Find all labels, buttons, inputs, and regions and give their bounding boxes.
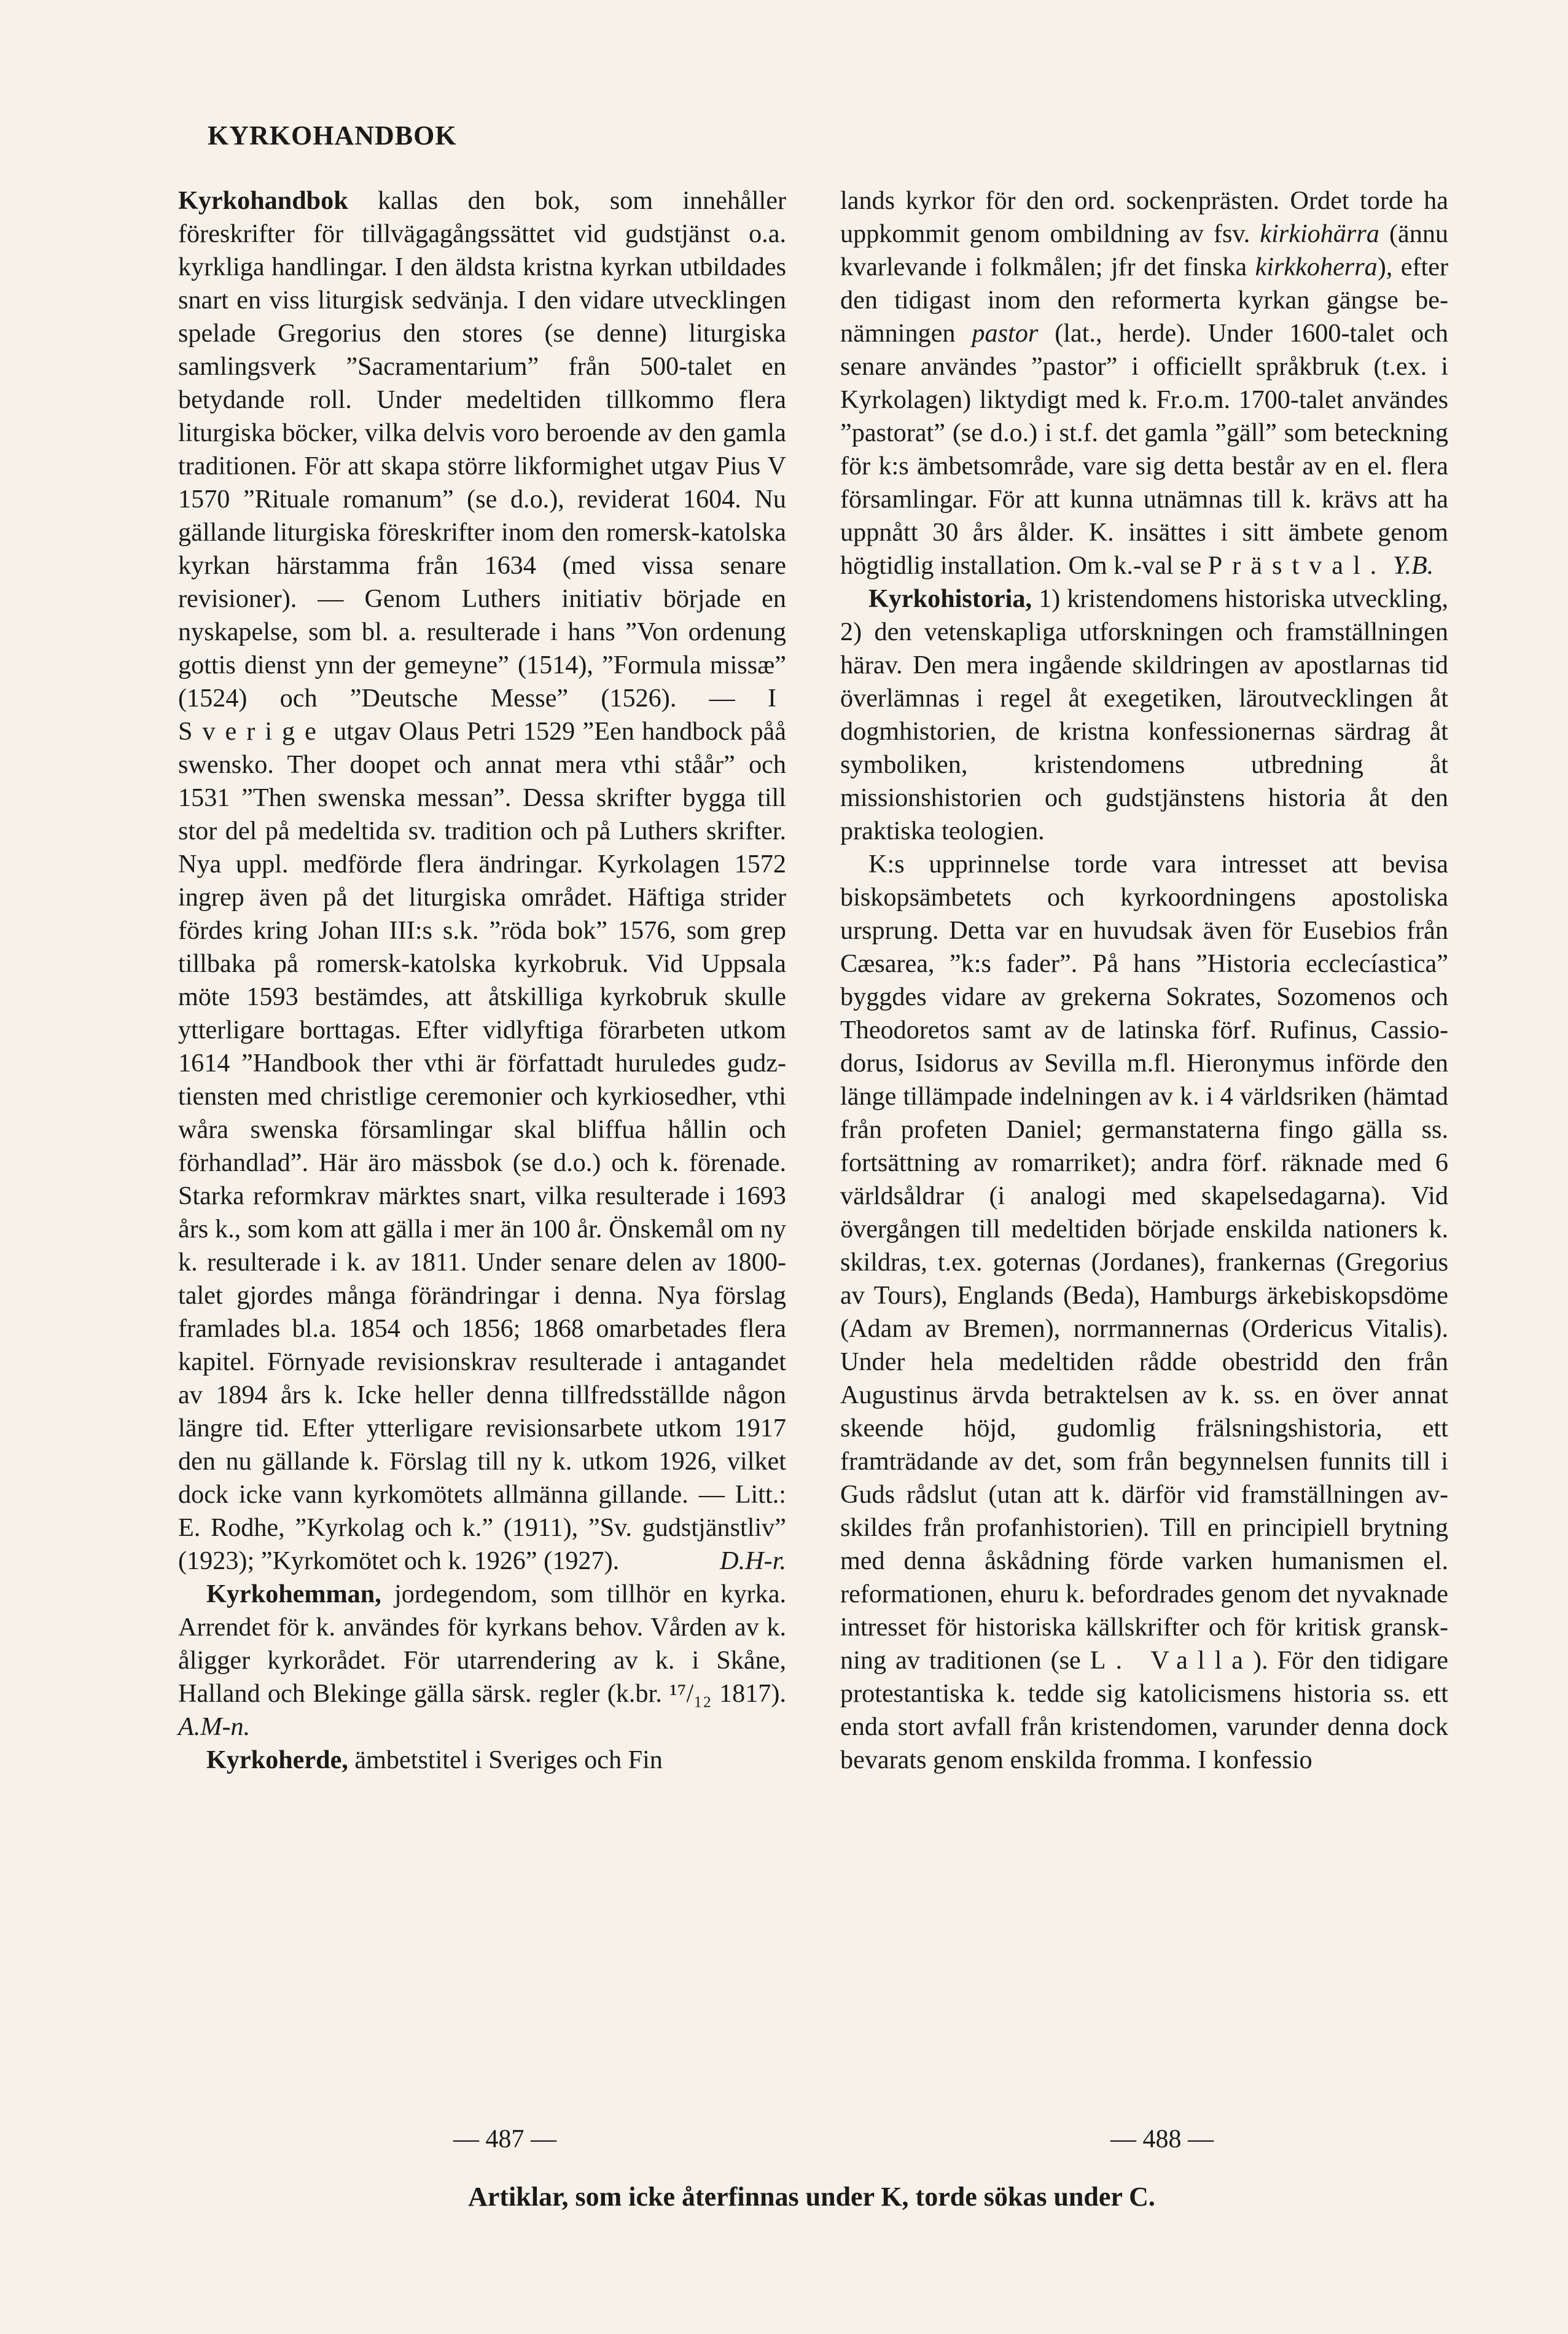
entry-term: Kyrkohemman, — [206, 1580, 381, 1608]
entry-text: (ännu kvarlevande i folkmålen; jfr det finska — [840, 219, 1449, 281]
page-number-right: — 488 — — [1110, 2125, 1214, 2153]
entry-kyrkoherde — [178, 1744, 786, 1777]
entry-kyrkohistoria — [840, 582, 1448, 848]
author-signature: Y.B. — [1392, 551, 1434, 580]
entry-term: Kyrkohistoria, — [868, 584, 1032, 613]
spaced-term: I Sverige — [178, 684, 786, 746]
entry-text: ), efter den tidigast inom den reformerta kyrkan gängse benämningen — [840, 253, 1448, 348]
right-column — [840, 184, 1448, 1777]
entry-kyrkoherde-continued — [840, 184, 1448, 582]
footer-note: Artiklar, som icke återfinnas under K, torde sökas under C. — [468, 2182, 1155, 2212]
spaced-term: Prästval. — [1207, 551, 1387, 580]
entry-term: Kyrkoherde, — [206, 1745, 348, 1774]
page-number-left: — 487 — — [453, 2125, 556, 2153]
entry-text: lands kyrkor för den ord. sockenprästen. Ordet torde ha uppkommit genom ombildning av fsv. — [840, 186, 1448, 248]
entry-text: utgav Olaus Petri 1529 ”Een handbock påå swensko. Ther doopet och annat mera vthi ståår” och 1531 ”Then swenska messan”. Dessa skrifter bygga till stor del på medeltida sv. tradition och på Luthers skrifter. Nya uppl. medförde flera ändringar. Kyrkolagen 1572 ingrep även på det liturgiska området. Häftiga strider fördes kring Johan III:s s.k. ”röda bok” 1576, som grep tillbaka på romersk-katolska kyrkobruk. Vid Uppsala möte 1593 bestämdes, att åtskilliga kyrkobruk skulle ytterligare borttagas. Efter vidlyftiga förarbeten utkom 1614 ”Handbook ther vthi är författadt huruledes gudztiensten med christlige ceremonier och kyrkiosedher, vthi wåra swenska församlingar skal bliffua hållin och förhandlad”. Här äro mässbok (se d.o.) och k. förenade. Starka reformkrav märktes snart, vilka resulterade i 1693 års k., som kom att gälla i mer än 100 år. Önskemål om ny k. resulterade i k. av 1811. Under senare delen av 1800-talet gjordes många förändringar i denna. Nya förslag framlades bl.a. 1854 och 1856; 1868 omarbetades flera kapitel. Förnyade revisionskrav resulterade i antagandet av 1894 års k. Icke heller denna tillfredsställde någon längre tid. Efter ytterligare revisionsarbete utkom 1917 den nu gällande k. Förslag till ny k. utkom 1926, vilket dock icke vann kyrkomötets allmänna gillande. — Litt.: E. Rodhe, ”Kyrkolag och k.” (1911), ”Sv. gudstjänstliv” (1923); ”Kyrkomötet och k. 1926” (1927). — [178, 717, 786, 1575]
running-header: KYRKOHANDBOK — [208, 120, 457, 151]
entry-term: Kyrkohandbok — [178, 186, 348, 215]
entry-text: kallas den bok, som innehåller föreskrifter för tillvägagångssättet vid gudstjänst o.a. kyrkliga handlingar. I den äldsta kristna kyrkan utbildades snart en viss liturgisk sedvänja. I den vidare utvecklingen spelade Gregorius den stores (se denne) liturgiska samlingsverk ”Sacramentarium” från 500-talet en betydande roll. Under medeltiden tillkommo flera liturgiska böcker, vilka delvis voro beroende av den gamla traditionen. För att skapa större likformighet utgav Pius V 1570 ”Rituale romanum” (se d.o.), reviderat 1604. Nu gällande liturgiska föreskrifter inom den romersk-katolska kyrkan härstamma från 1634 (med vissa senare revisioner). — Genom Luthers initiativ började en nyskapelse, som bl. a. resulterade i hans ”Von ordenung gottis dienst ynn der gemeyne” (1514), ”Formula missæ” (1524) och ”Deutsche Messe” (1526). — — [178, 186, 786, 713]
author-signature: D.H-r. — [720, 1546, 786, 1575]
entry-kyrkohistoria-para2 — [840, 848, 1448, 1777]
spaced-term: L. Valla — [1090, 1646, 1254, 1675]
author-signature: A.M-n. — [178, 1712, 251, 1741]
italic-term: kirkkoherra — [1255, 253, 1378, 281]
entry-text: ämbetstitel i Sveriges och Fin — [354, 1745, 663, 1774]
entry-text: K:s upprinnelse torde vara intresset att bevisa biskopsämbetets och kyrkoordningens apostoliska ursprung. Detta var en huvudsak även för Eusebios från Cæsarea, ”k:s fader”. På hans ”Historia ecclecíastica” byggdes vidare av grekerna Sokrates, Sozomenos och Theodoretos samt av de latinska förf. Rufinus, Cassiodorus, Isidorus av Sevilla m.fl. Hieronymus införde den länge tillämpade indelningen av k. i 4 världsriken (hämtad från profeten Daniel; germanstaterna fingo gälla ss. fortsättning av romarriket); andra förf. räknade med 6 världsåldrar (i analogi med skapelsedagarna). Vid övergången till medeltiden började enskilda nationers k. skildras, t.ex. goternas (Jordanes), frankernas (Gregorius av Tours), Englands (Beda), Hamburgs ärkebiskopsdöme (Adam av Bremen), norrmannernas (Ordericus Vitalis). Under hela medeltiden rådde obestridd den från Augustinus ärvda betraktelsen av k. ss. en över annat skeende höjd, gudomlig frälsningshistoria, ett framträdande av det, som från begynnelsen funnits till i Guds rådslut (utan att k. därför vid framställningen avskildes från profanhistorien). Till en principiell brytning med denna åskådning förde varken humanismen el. reformationen, ehuru k. befordrades genom det nyvaknade intresset för historiska källskrifter och för kritisk granskning av traditionen (se — [840, 850, 1448, 1675]
entry-text: (lat., herde). Under 1600-talet och senare användes ”pastor” i officiellt språkbruk (t.ex. i Kyrkolagen) liktydigt med k. Fr.o.m. 1700-talet användes ”pastorat” (se d.o.) i st.f. det gamla ”gäll” som beteckning för k:s ämbetsområde, vare sig detta består av en el. flera församlingar. För att kunna utnämnas till k. krävs att ha uppnått 30 års ålder. K. insättes i sitt ämbete genom högtidlig installation. Om k.-val se — [840, 319, 1448, 580]
entry-kyrkohemman — [178, 1578, 786, 1744]
entry-text: 1) kristendomens historiska utveckling, 2) den vetenskapliga utforskningen och framställningen härav. Den mera ingående skildringen av apostlarnas tid överlämnas i regel åt exegetiken, läroutvecklingen åt dogmhistorien, de kristna konfessionernas särdrag åt symboliken, kristendomens utbredning åt missionshistorien och gudstjänstens historia åt den praktiska teologien. — [840, 584, 1449, 845]
italic-term: kirkiohärra — [1260, 219, 1379, 248]
entry-text: ). För den tidigare protestantiska k. tedde sig katolicismens historia ss. ett enda stort avfall från kristendomen, varunder denna dock bevarats genom enskilda fromma. I konfessio — [840, 1646, 1448, 1774]
entry-kyrkohandbok — [178, 184, 786, 1578]
italic-term: pastor — [972, 319, 1039, 348]
entry-text: jordegendom, som tillhör en kyrka. Arrendet för k. användes för kyrkans behov. Vården av k. åligger kyrkorådet. För utarrendering av k. i Skåne, Halland och Blekinge gälla särsk. regler (k.br. ¹⁷/₁₂ 1817). — [178, 1580, 787, 1708]
left-column — [178, 184, 786, 1777]
